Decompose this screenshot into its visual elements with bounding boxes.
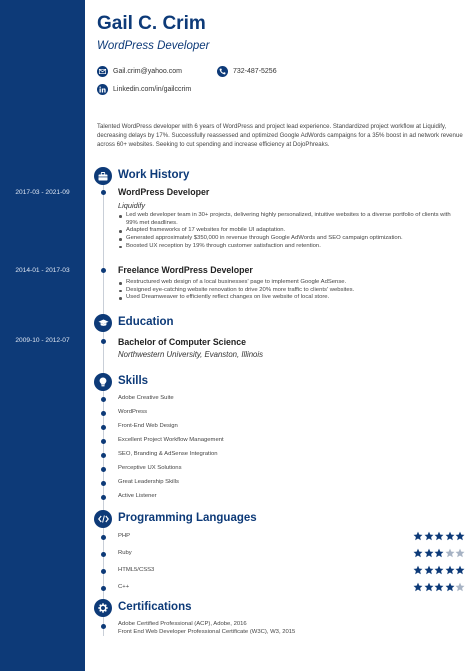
certification-item: Front End Web Developer Professional Certificate (W3C), W3, 2015 <box>118 629 296 635</box>
bullet-item: Restructured web design of a local businesses' page to implement Google AdSense. <box>118 279 463 287</box>
linkedin-icon <box>97 84 108 95</box>
star-filled-icon <box>434 582 444 592</box>
education-dates: 2009-10 - 2012-07 <box>15 337 70 344</box>
star-empty-icon <box>455 548 465 558</box>
rating-stars <box>413 565 466 575</box>
language-name: Ruby <box>118 550 132 556</box>
phone-text: 732-487-5256 <box>233 68 277 75</box>
candidate-name: Gail C. Crim <box>97 13 206 34</box>
phone-icon <box>217 66 228 77</box>
star-filled-icon <box>413 582 423 592</box>
briefcase-icon <box>94 167 112 185</box>
education-heading: Education <box>118 316 174 328</box>
skills-heading: Skills <box>118 375 149 387</box>
rating-stars <box>413 548 466 558</box>
programming-heading: Programming Languages <box>118 512 257 524</box>
skill-item: Active Listener <box>118 493 157 499</box>
envelope-icon <box>97 66 108 77</box>
timeline-dot <box>101 425 106 430</box>
timeline-dot <box>101 411 106 416</box>
timeline-dot <box>101 439 106 444</box>
contact-linkedin[interactable] <box>97 84 191 95</box>
education-school: Northwestern University, Evanston, Illinois <box>118 350 264 359</box>
timeline-dot <box>101 190 106 195</box>
work-2-dates: 2014-01 - 2017-03 <box>15 267 70 274</box>
skill-item: Front-End Web Design <box>118 423 178 429</box>
star-filled-icon <box>445 582 455 592</box>
timeline-dot <box>101 552 106 557</box>
star-filled-icon <box>445 565 455 575</box>
timeline-dot <box>101 624 106 629</box>
skill-item: Great Leadership Skills <box>118 479 179 485</box>
linkedin-text: Linkedin.com/in/gailccrim <box>113 86 192 93</box>
star-filled-icon <box>413 531 423 541</box>
bullet-item: Used Dreamweaver to efficiently reflect changes on live website of local store. <box>118 294 463 302</box>
timeline-line <box>103 176 104 636</box>
bullet-item: Generated approximately $350,000 in revenue through Google AdWords and SEO campaign optimization. <box>118 235 463 243</box>
star-empty-icon <box>445 548 455 558</box>
job-title: Freelance WordPress Developer <box>118 265 253 275</box>
job-bullets <box>118 212 463 251</box>
code-icon <box>94 510 112 528</box>
star-filled-icon <box>424 582 434 592</box>
timeline-dot <box>101 453 106 458</box>
skill-item: Perceptive UX Solutions <box>118 465 182 471</box>
timeline-dot <box>101 268 106 273</box>
skill-item: WordPress <box>118 409 148 415</box>
job-company: Liquidify <box>118 201 146 210</box>
star-filled-icon <box>455 531 465 541</box>
bullet-item: Boosted UX reception by 19% through customer satisfaction and retention. <box>118 243 463 251</box>
star-filled-icon <box>445 531 455 541</box>
language-name: C++ <box>118 584 130 590</box>
star-filled-icon <box>424 531 434 541</box>
work-1-dates: 2017-03 - 2021-09 <box>15 189 70 196</box>
timeline-dot <box>101 339 106 344</box>
star-filled-icon <box>434 565 444 575</box>
skill-item: SEO, Branding & AdSense Integration <box>118 451 218 457</box>
star-filled-icon <box>424 548 434 558</box>
sidebar <box>0 0 85 671</box>
skill-item: Excellent Project Workflow Management <box>118 437 224 443</box>
timeline-dot <box>101 586 106 591</box>
rating-stars <box>413 582 466 592</box>
timeline-dot <box>101 467 106 472</box>
skill-item: Adobe Creative Suite <box>118 395 174 401</box>
certifications-heading: Certifications <box>118 601 192 613</box>
gear-icon <box>94 599 112 617</box>
timeline-dot <box>101 569 106 574</box>
bullet-item: Designed eye-catching website renovation to drive 20% more traffic to clients' websites. <box>118 287 463 295</box>
email-text: Gail.crim@yahoo.com <box>113 68 182 75</box>
contact-phone[interactable] <box>217 66 277 77</box>
candidate-title: WordPress Developer <box>97 40 210 52</box>
timeline-dot <box>101 495 106 500</box>
star-filled-icon <box>413 548 423 558</box>
contact-email[interactable] <box>97 66 182 77</box>
job-title: WordPress Developer <box>118 187 210 197</box>
job-bullets <box>118 279 463 302</box>
profile-summary: Talented WordPress developer with 6 years of WordPress and project lead experience. Standardized project workflow at Liquidify, decreasing delays by 17%. Successfully reassessed and optimized Google AdWords campaigns for a 35% boost in ad network revenue across 60+ websites. Seeking to cut spending and increase efficiency at DojoPhreaks. <box>97 123 463 148</box>
bullet-item: Adapted frameworks of 17 websites for mobile UI adaptation. <box>118 227 463 235</box>
lightbulb-icon <box>94 373 112 391</box>
timeline-dot <box>101 535 106 540</box>
timeline-dot <box>101 397 106 402</box>
star-filled-icon <box>455 565 465 575</box>
certification-item: Adobe Certified Professional (ACP), Adobe, 2016 <box>118 621 247 627</box>
bullet-item: Led web developer team in 30+ projects, delivering highly personalized, intuitive websites to a diverse portfolio of clients with 99% met deadlines. <box>118 212 463 227</box>
education-degree: Bachelor of Computer Science <box>118 337 247 347</box>
work-history-heading: Work History <box>118 169 190 181</box>
star-filled-icon <box>434 548 444 558</box>
graduation-cap-icon <box>94 314 112 332</box>
rating-stars <box>413 531 466 541</box>
star-filled-icon <box>413 565 423 575</box>
language-name: PHP <box>118 533 131 539</box>
timeline-dot <box>101 481 106 486</box>
star-filled-icon <box>434 531 444 541</box>
star-empty-icon <box>455 582 465 592</box>
star-filled-icon <box>424 565 434 575</box>
language-name: HTML5/CSS3 <box>118 567 155 573</box>
